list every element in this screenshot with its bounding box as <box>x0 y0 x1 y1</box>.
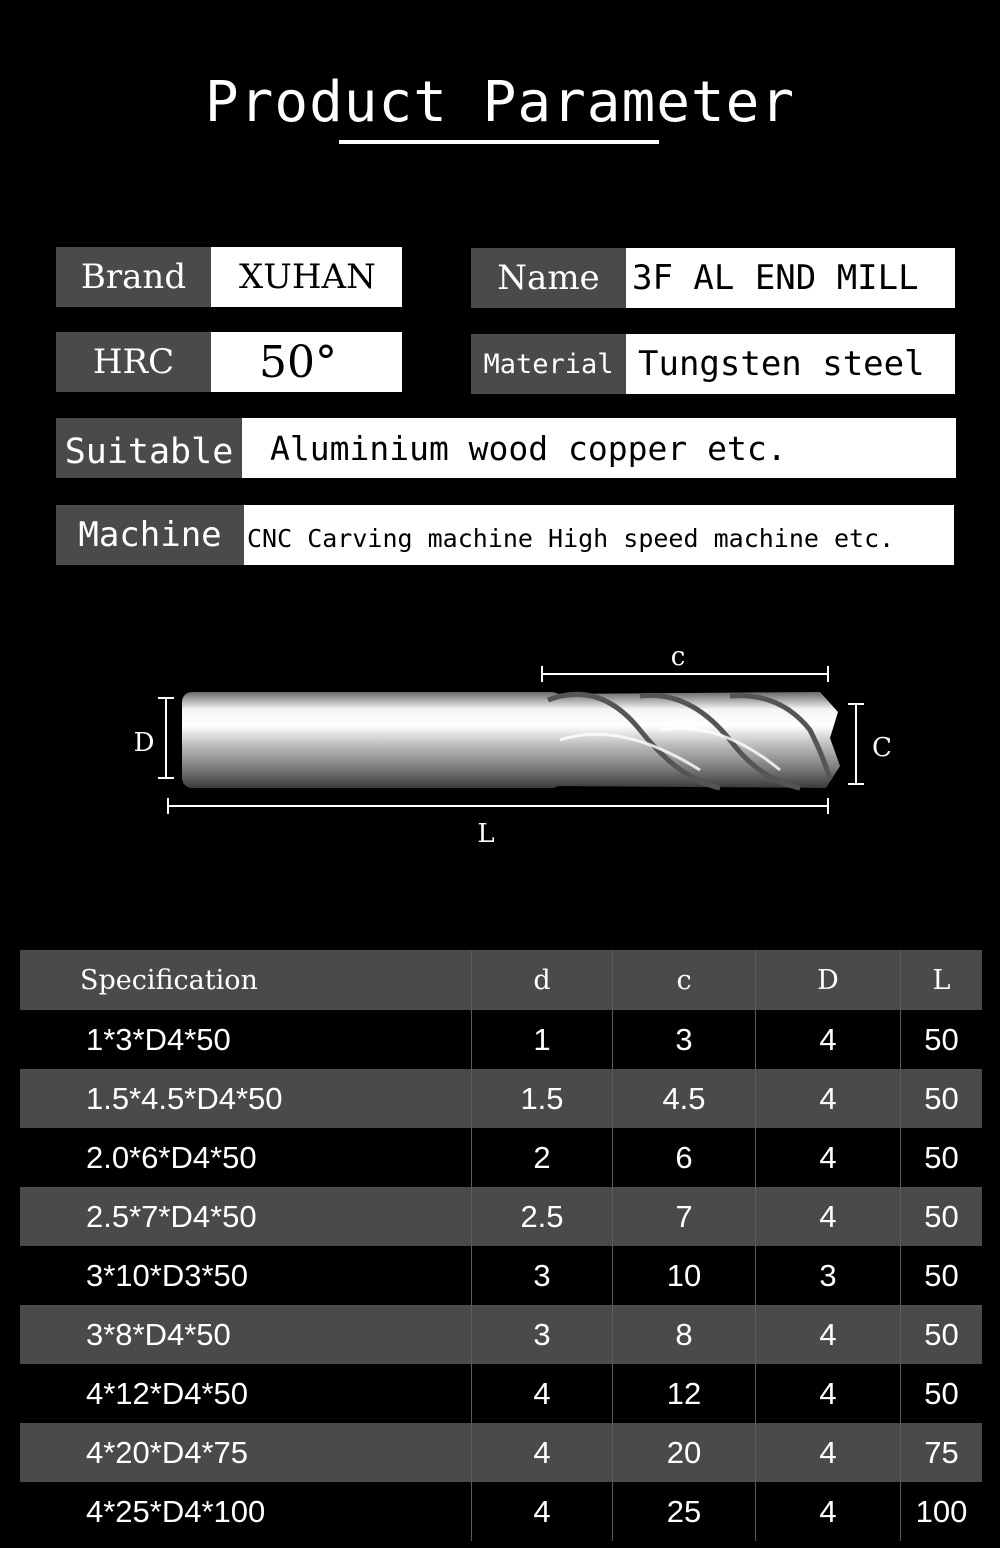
cell-d: 4 <box>472 1482 613 1541</box>
cell-c: 3 <box>613 1010 756 1069</box>
param-machine-value: CNC Carving machine High speed machine etc. <box>244 505 954 565</box>
table-row <box>20 1305 982 1364</box>
page-title: Product Parameter <box>204 70 796 135</box>
col-header-L: L <box>901 950 983 1010</box>
cell-L: 50 <box>901 1128 983 1187</box>
cell-spec: 4*25*D4*100 <box>20 1482 472 1541</box>
cell-L: 100 <box>901 1482 983 1541</box>
col-header-specification: Specification <box>20 950 472 1010</box>
param-suitable-label: Suitable <box>56 418 242 478</box>
cell-spec: 4*20*D4*75 <box>20 1423 472 1482</box>
end-mill-drawing <box>0 620 1000 880</box>
cell-d: 1.5 <box>472 1069 613 1128</box>
cell-D: 4 <box>756 1305 901 1364</box>
param-brand <box>56 247 402 307</box>
cell-L: 75 <box>901 1423 983 1482</box>
cell-d: 2.5 <box>472 1187 613 1246</box>
param-suitable <box>56 418 956 478</box>
shank <box>182 692 562 788</box>
cell-D: 3 <box>756 1246 901 1305</box>
table-row <box>20 1364 982 1423</box>
spec-table <box>20 950 982 1541</box>
cell-c: 4.5 <box>613 1069 756 1128</box>
param-name-value: 3F AL END MILL <box>626 248 955 308</box>
cell-spec: 3*10*D3*50 <box>20 1246 472 1305</box>
col-header-c: c <box>613 950 756 1010</box>
dim-c-label: c <box>670 642 686 672</box>
cell-D: 4 <box>756 1010 901 1069</box>
param-hrc-label: HRC <box>56 332 211 392</box>
cell-c: 10 <box>613 1246 756 1305</box>
cell-D: 4 <box>756 1069 901 1128</box>
param-brand-value: XUHAN <box>211 247 402 307</box>
title-underline <box>339 140 659 144</box>
table-header-row <box>20 950 982 1010</box>
cell-L: 50 <box>901 1187 983 1246</box>
table-row <box>20 1246 982 1305</box>
cell-L: 50 <box>901 1069 983 1128</box>
table-row <box>20 1187 982 1246</box>
cell-spec: 4*12*D4*50 <box>20 1364 472 1423</box>
param-material-label: Material <box>471 334 626 394</box>
table-row <box>20 1010 982 1069</box>
dim-C-label: C <box>872 733 892 763</box>
cell-c: 7 <box>613 1187 756 1246</box>
param-hrc-value: 50° <box>211 332 402 392</box>
cell-L: 50 <box>901 1010 983 1069</box>
cell-D: 4 <box>756 1423 901 1482</box>
table-row <box>20 1482 982 1541</box>
cell-spec: 2.0*6*D4*50 <box>20 1128 472 1187</box>
param-name <box>471 248 955 308</box>
cell-spec: 3*8*D4*50 <box>20 1305 472 1364</box>
cell-D: 4 <box>756 1364 901 1423</box>
cell-d: 3 <box>472 1246 613 1305</box>
cell-d: 3 <box>472 1305 613 1364</box>
dim-D-label: D <box>133 728 155 758</box>
cell-L: 50 <box>901 1364 983 1423</box>
cell-spec: 1*3*D4*50 <box>20 1010 472 1069</box>
cell-c: 12 <box>613 1364 756 1423</box>
cell-spec: 1.5*4.5*D4*50 <box>20 1069 472 1128</box>
cell-c: 8 <box>613 1305 756 1364</box>
param-suitable-value: Aluminium wood copper etc. <box>242 418 956 478</box>
param-machine-label: Machine <box>56 505 244 565</box>
dim-L-label: L <box>477 819 495 849</box>
cell-c: 6 <box>613 1128 756 1187</box>
col-header-d: d <box>472 950 613 1010</box>
param-hrc <box>56 332 402 392</box>
cell-d: 1 <box>472 1010 613 1069</box>
cell-c: 25 <box>613 1482 756 1541</box>
cell-D: 4 <box>756 1482 901 1541</box>
param-material-value: Tungsten steel <box>626 334 955 394</box>
cell-d: 2 <box>472 1128 613 1187</box>
cell-L: 50 <box>901 1246 983 1305</box>
end-mill-diagram <box>0 620 1000 880</box>
cell-D: 4 <box>756 1128 901 1187</box>
param-material <box>471 334 955 394</box>
param-brand-label: Brand <box>56 247 211 307</box>
cell-D: 4 <box>756 1187 901 1246</box>
cell-c: 20 <box>613 1423 756 1482</box>
table-row <box>20 1069 982 1128</box>
cell-d: 4 <box>472 1423 613 1482</box>
param-name-label: Name <box>471 248 626 308</box>
col-header-D: D <box>756 950 901 1010</box>
table-row <box>20 1423 982 1482</box>
param-machine <box>56 505 954 565</box>
table-row <box>20 1128 982 1187</box>
cell-d: 4 <box>472 1364 613 1423</box>
cell-L: 50 <box>901 1305 983 1364</box>
cell-spec: 2.5*7*D4*50 <box>20 1187 472 1246</box>
